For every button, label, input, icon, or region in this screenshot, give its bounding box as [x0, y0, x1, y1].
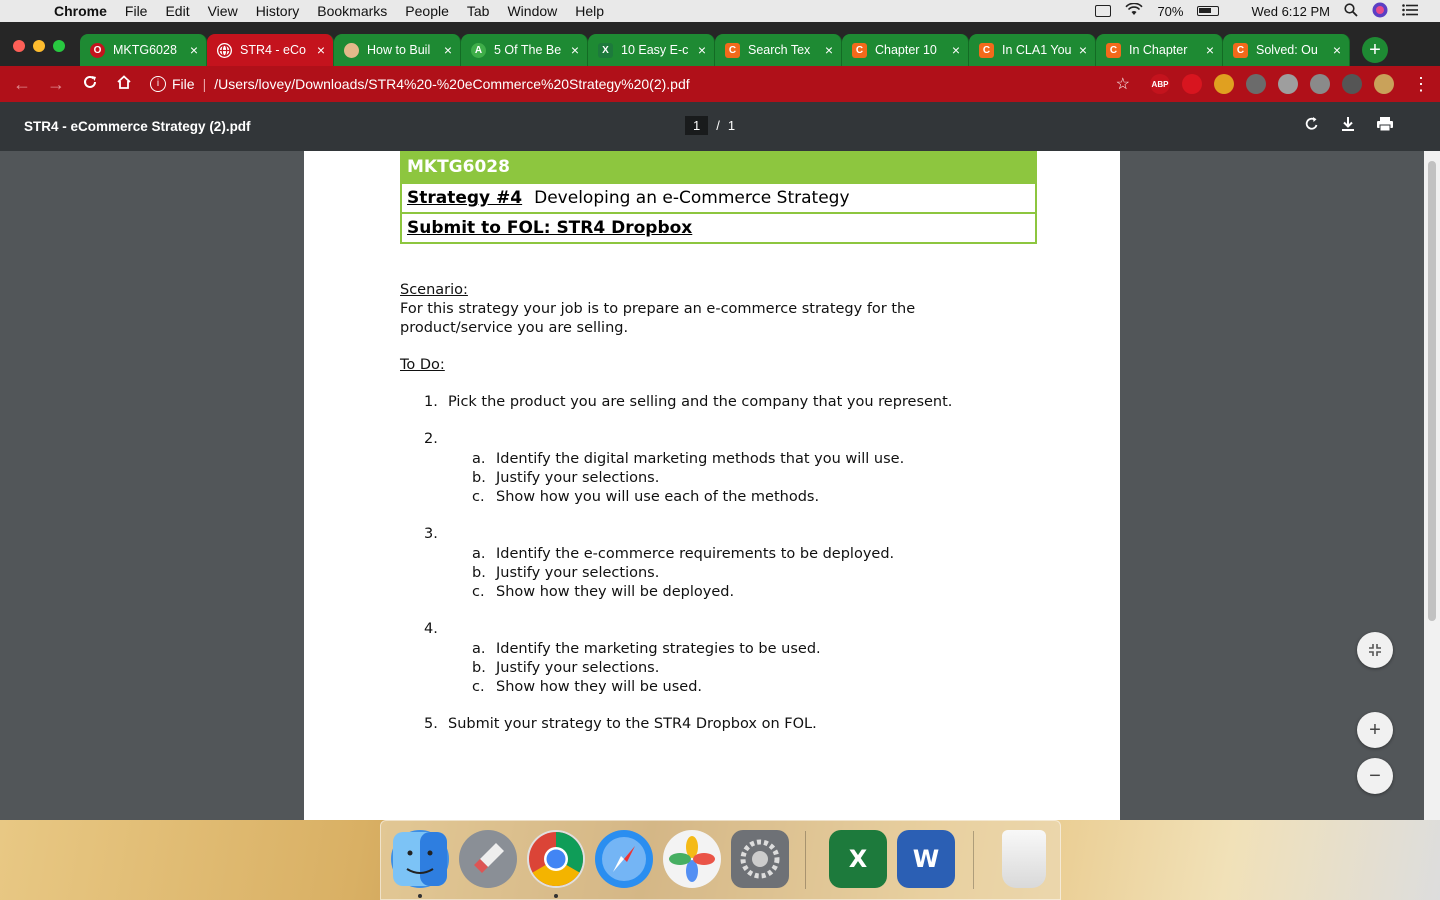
todo-subitem-letter: c.	[472, 679, 485, 695]
todo-item	[400, 620, 1020, 697]
submit-line: Submit to FOL: STR4 Dropbox	[407, 218, 693, 238]
download-icon[interactable]	[1340, 116, 1356, 137]
todo-subitem	[472, 488, 1020, 507]
todo-subitem	[472, 450, 1020, 469]
reload-button[interactable]	[78, 74, 102, 95]
extension-icon[interactable]	[1182, 74, 1202, 94]
tab-close-icon[interactable]: ×	[951, 42, 960, 58]
pdf-total-pages: 1	[727, 118, 736, 133]
todo-subitem	[472, 659, 1020, 678]
window-controls	[13, 40, 65, 52]
address-bar[interactable]	[142, 70, 1140, 98]
scenario-text: For this strategy your job is to prepare an e-commerce strategy for the product/service you are selling.	[400, 301, 916, 336]
todo-heading: To Do:	[400, 357, 445, 373]
browser-tab[interactable]	[588, 34, 715, 66]
todo-subitem-text: Justify your selections.	[496, 470, 660, 486]
menu-file[interactable]: File	[124, 3, 148, 19]
menu-history[interactable]: History	[255, 3, 300, 19]
todo-subitem	[472, 545, 1020, 564]
extension-icon[interactable]	[1278, 74, 1298, 94]
chrome-menu-icon[interactable]: ⋮	[1412, 74, 1430, 94]
tab-close-icon[interactable]: ×	[1205, 42, 1214, 58]
tab-close-icon[interactable]: ×	[697, 42, 706, 58]
pdf-page	[304, 151, 1120, 820]
dock-system-preferences-icon[interactable]	[731, 830, 789, 888]
site-info-icon[interactable]: i	[150, 76, 166, 92]
tab-favicon-icon	[344, 43, 359, 58]
todo-subitem	[472, 469, 1020, 488]
browser-window	[0, 22, 1440, 820]
todo-item-text	[448, 620, 1020, 639]
todo-item-number: 3.	[424, 526, 438, 542]
tab-favicon-icon	[217, 43, 232, 58]
browser-tab[interactable]	[1223, 34, 1350, 66]
pdf-toolbar	[0, 102, 1440, 151]
todo-item	[400, 525, 1020, 602]
spotlight-search-icon[interactable]	[1344, 3, 1358, 20]
dock-running-indicator	[554, 894, 558, 898]
todo-item	[400, 715, 1020, 734]
tab-favicon-icon: C	[725, 43, 740, 58]
todo-item-text	[448, 430, 1020, 449]
strategy-title: Developing an e-Commerce Strategy	[534, 188, 850, 208]
todo-item-text: Pick the product you are selling and the company that you represent.	[448, 394, 953, 410]
menubar-clock[interactable]: Wed 6:12 PM	[1251, 3, 1330, 19]
extension-icon[interactable]	[1214, 74, 1234, 94]
todo-subitem-letter: b.	[472, 565, 486, 581]
vertical-scrollbar[interactable]	[1424, 151, 1440, 820]
browser-tab[interactable]	[334, 34, 461, 66]
dock-divider	[805, 831, 806, 889]
todo-subitem-text: Justify your selections.	[496, 660, 660, 676]
tab-title: STR4 - eCo	[240, 43, 306, 57]
menu-help[interactable]: Help	[575, 3, 605, 19]
pdf-page-indicator	[685, 116, 735, 135]
todo-subitem-letter: b.	[472, 660, 486, 676]
todo-subitem	[472, 583, 1020, 602]
pdf-page-separator: /	[716, 118, 720, 133]
tab-favicon-icon: X	[598, 43, 613, 58]
todo-item-number: 5.	[424, 716, 438, 732]
todo-subitem-text: Identify the digital marketing methods that you will use.	[496, 451, 905, 467]
tab-title: In Chapter	[1129, 43, 1188, 57]
tab-favicon-icon: A	[471, 43, 486, 58]
print-icon[interactable]	[1376, 116, 1394, 137]
menu-people[interactable]: People	[405, 3, 449, 19]
home-button[interactable]	[112, 74, 136, 95]
tab-title: 5 Of The Be	[494, 43, 562, 57]
dock-chrome-icon[interactable]	[527, 830, 585, 888]
todo-subitems	[448, 450, 1020, 507]
strategy-label: Strategy #4	[407, 188, 523, 208]
todo-subitems	[448, 545, 1020, 602]
extensions-area	[1150, 74, 1394, 94]
pdf-viewer-area[interactable]	[0, 151, 1424, 820]
tab-favicon-icon: C	[1106, 43, 1121, 58]
todo-subitem-letter: a.	[472, 546, 486, 562]
tab-favicon-icon: O	[90, 43, 105, 58]
extension-icon[interactable]: ABP	[1150, 74, 1170, 94]
siri-icon[interactable]	[1372, 2, 1388, 21]
todo-subitem-text: Show how they will be deployed.	[496, 584, 735, 600]
dock-launchpad-icon[interactable]	[459, 830, 517, 888]
extension-icon[interactable]	[1374, 74, 1394, 94]
fit-to-page-button[interactable]	[1357, 632, 1393, 668]
document-body	[400, 281, 1020, 752]
todo-item-text: Submit your strategy to the STR4 Dropbox on FOL.	[448, 716, 817, 732]
zoom-window-button[interactable]	[53, 40, 65, 52]
address-url[interactable]: /Users/lovey/Downloads/STR4%20-%20eCommerce%20Strategy%20(2).pdf	[214, 76, 690, 92]
pdf-file-title: STR4 - eCommerce Strategy (2).pdf	[24, 119, 251, 134]
tab-close-icon[interactable]: ×	[570, 42, 579, 58]
todo-subitem	[472, 640, 1020, 659]
tab-favicon-icon: C	[1233, 43, 1248, 58]
todo-subitem-letter: c.	[472, 584, 485, 600]
todo-subitem-letter: c.	[472, 489, 485, 505]
dock-excel-icon[interactable]: X	[829, 830, 887, 888]
battery-icon[interactable]	[1197, 6, 1219, 16]
close-window-button[interactable]	[13, 40, 25, 52]
dock-finder-icon[interactable]	[391, 830, 449, 888]
menu-tab[interactable]: Tab	[466, 3, 490, 19]
wifi-icon[interactable]	[1125, 3, 1143, 19]
menu-window[interactable]: Window	[507, 3, 558, 19]
browser-tab[interactable]	[461, 34, 588, 66]
tab-title: In CLA1 You	[1002, 43, 1072, 57]
pdf-page-input[interactable]: 1	[685, 116, 708, 135]
todo-subitem-text: Identify the e-commerce requirements to be deployed.	[496, 546, 895, 562]
todo-item-number: 1.	[424, 394, 438, 410]
menu-app-name[interactable]: Chrome	[54, 3, 107, 19]
new-tab-button[interactable]: +	[1362, 37, 1388, 63]
dock-photos-icon[interactable]	[663, 830, 721, 888]
battery-percent[interactable]: 70%	[1157, 3, 1184, 19]
course-code: MKTG6028	[407, 157, 510, 177]
tab-close-icon[interactable]: ×	[316, 42, 325, 58]
dock-trash-icon[interactable]	[1002, 830, 1046, 888]
todo-subitem-text: Show how you will use each of the methods.	[496, 489, 820, 505]
dock-word-icon[interactable]: W	[897, 830, 955, 888]
address-scheme-label: File	[172, 76, 195, 92]
dock-safari-icon[interactable]	[595, 830, 653, 888]
tab-favicon-icon: C	[979, 43, 994, 58]
todo-subitem-letter: a.	[472, 641, 486, 657]
todo-subitem-text: Show how they will be used.	[496, 679, 703, 695]
todo-subitems	[448, 640, 1020, 697]
zoom-in-button[interactable]: +	[1357, 712, 1393, 748]
tab-close-icon[interactable]: ×	[1078, 42, 1087, 58]
browser-tab[interactable]	[715, 34, 842, 66]
tab-title: Search Tex	[748, 43, 811, 57]
menu-view[interactable]: View	[207, 3, 238, 19]
todo-subitem-text: Identify the marketing strategies to be used.	[496, 641, 821, 657]
macos-menu-bar	[0, 0, 1440, 22]
browser-tab[interactable]	[80, 34, 207, 66]
rotate-icon[interactable]	[1304, 116, 1320, 137]
tab-title: 10 Easy E-c	[621, 43, 689, 57]
extension-icon[interactable]	[1246, 74, 1266, 94]
todo-subitem-letter: b.	[472, 470, 486, 486]
submit-row	[402, 212, 1035, 242]
todo-item-number: 4.	[424, 621, 438, 637]
browser-toolbar	[0, 66, 1440, 102]
notification-center-icon[interactable]	[1402, 4, 1418, 19]
strategy-row	[402, 182, 1035, 212]
browser-tab[interactable]	[969, 34, 1096, 66]
header-table	[400, 151, 1037, 244]
back-button[interactable]: ←	[13, 73, 31, 94]
extension-icon[interactable]	[1342, 74, 1362, 94]
todo-list	[400, 393, 1020, 734]
dock-divider	[973, 831, 974, 889]
tab-title: MKTG6028	[113, 43, 177, 57]
menu-edit[interactable]: Edit	[165, 3, 190, 19]
tab-title: How to Buil	[367, 43, 431, 57]
tab-close-icon[interactable]: ×	[1332, 42, 1341, 58]
forward-button[interactable]: →	[47, 73, 65, 94]
keyboard-icon[interactable]	[1095, 5, 1111, 17]
browser-tab[interactable]	[1096, 34, 1223, 66]
menu-bookmarks[interactable]: Bookmarks	[317, 3, 388, 19]
todo-item	[400, 430, 1020, 507]
tab-favicon-icon: C	[852, 43, 867, 58]
tabs-container	[80, 34, 1350, 66]
zoom-out-button[interactable]: −	[1357, 758, 1393, 794]
todo-subitem	[472, 678, 1020, 697]
scrollbar-thumb[interactable]	[1428, 161, 1436, 621]
tab-close-icon[interactable]: ×	[824, 42, 833, 58]
dock-running-indicator	[418, 894, 422, 898]
address-separator: |	[202, 76, 207, 92]
tab-close-icon[interactable]: ×	[189, 42, 198, 58]
todo-subitem-letter: a.	[472, 451, 486, 467]
todo-item	[400, 393, 1020, 412]
todo-subitem	[472, 564, 1020, 583]
browser-tab-active[interactable]	[207, 34, 334, 66]
tab-title: Solved: Ou	[1256, 43, 1318, 57]
course-code-row	[402, 151, 1035, 182]
tab-strip	[0, 22, 1440, 66]
macos-dock	[380, 820, 1061, 900]
extension-icon[interactable]	[1310, 74, 1330, 94]
todo-item-number: 2.	[424, 431, 438, 447]
browser-tab[interactable]	[842, 34, 969, 66]
tab-close-icon[interactable]: ×	[443, 42, 452, 58]
minimize-window-button[interactable]	[33, 40, 45, 52]
todo-subitem-text: Justify your selections.	[496, 565, 660, 581]
scenario-heading: Scenario:	[400, 282, 468, 298]
bookmark-star-icon[interactable]: ☆	[1115, 76, 1130, 93]
todo-item-text	[448, 525, 1020, 544]
tab-title: Chapter 10	[875, 43, 937, 57]
